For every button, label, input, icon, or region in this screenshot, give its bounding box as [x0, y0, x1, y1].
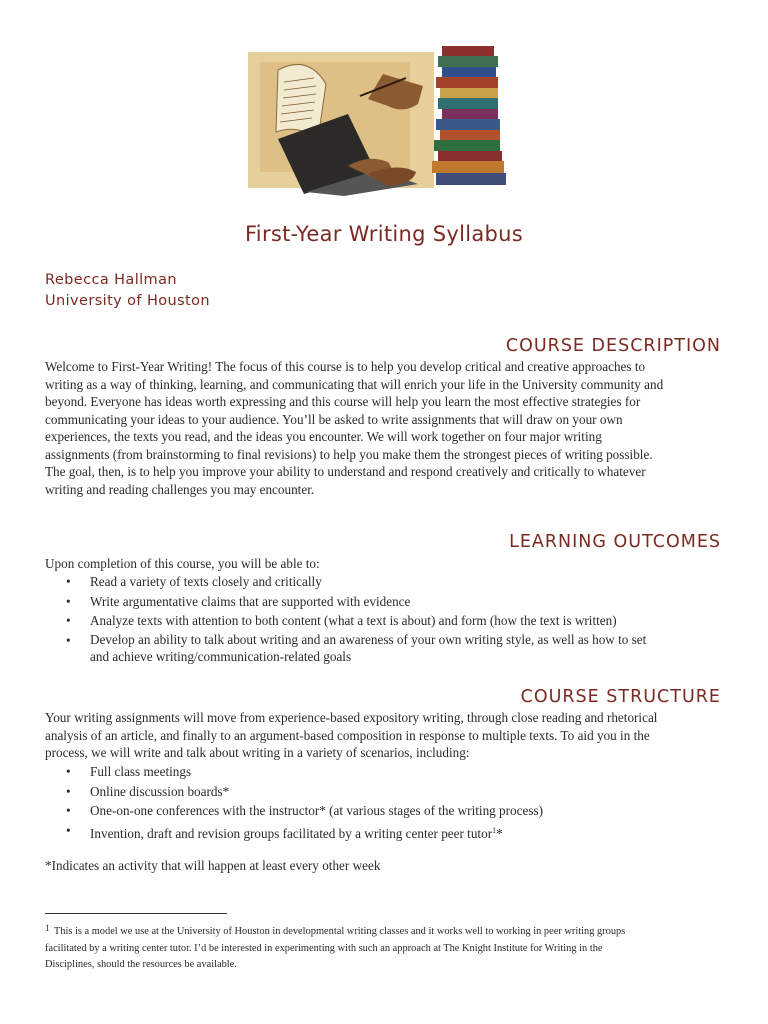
footnote-divider [45, 913, 227, 914]
text-line: assignments (from brainstorming to final revisions) to help you make them the strongest pieces of writing possible. [45, 446, 653, 462]
bullet-icon: • [66, 783, 71, 799]
bullet-icon: • [66, 803, 71, 818]
list-item: • Full class meetings [66, 762, 716, 782]
list-item: • Analyze texts with attention to both content (what a text is about) and form (how the text is written) [66, 611, 716, 631]
course-structure-list [66, 762, 716, 843]
course-structure-paragraph [45, 709, 723, 762]
header-illustration [248, 44, 520, 196]
learning-outcomes-list [66, 572, 716, 665]
footnote-line: $^1$ This is a model we use at the University of Houston in developmental writing classes and it works well to working in peer writing groups [45, 923, 626, 937]
text-line: communicating your ideas to your audience. You’ll be asked to write assignments that will draw on your own [45, 411, 623, 427]
text-line: beyond. Everyone has ideas worth expressing and this course will help you learn the most effective strategies for [45, 394, 641, 409]
list-item: • Read a variety of texts closely and critically [66, 572, 716, 592]
text-line: writing and reading challenges you may encounter. [45, 481, 315, 497]
author-institution: University of Houston [45, 293, 211, 309]
footnote [45, 920, 725, 974]
bullet-icon: • [66, 574, 71, 589]
author-block [45, 270, 210, 312]
list-item: • Develop an ability to talk about writing and an awareness of your own writing style, as well as how to set and achieve writing/communication-related goals [66, 631, 647, 664]
asterisk-note: *Indicates an activity that will happen at least every other week [45, 858, 381, 873]
course-description-paragraph [45, 358, 723, 498]
list-item: • Write argumentative claims that are supported with evidence [66, 592, 716, 612]
book-stack [432, 46, 506, 185]
author-name: Rebecca Hallman [45, 272, 177, 288]
section-heading-learning-outcomes: LEARNING OUTCOMES [509, 532, 721, 552]
section-heading-course-structure: COURSE STRUCTURE [520, 687, 721, 707]
list-item: • Online discussion boards* [66, 782, 716, 802]
text-line: process, we will write and talk about writing in a variety of scenarios, including: [45, 745, 470, 760]
bullet-icon: • [66, 613, 71, 628]
footnote-marker: 1 [45, 923, 50, 933]
text-line: writing as a way of thinking, learning, and communicating that will enrich your life in the University community and [45, 376, 664, 392]
bullet-icon: • [66, 593, 71, 609]
footnote-reference[interactable]: 1 [492, 825, 497, 835]
section-heading-course-description: COURSE DESCRIPTION [505, 336, 721, 356]
text-line: analysis of an article, and finally to an argument-based composition in response to multiple texts. To aid you in the [45, 727, 650, 743]
list-item: • Invention, draft and revision groups facilitated by a writing center peer tutor$^1$* [66, 822, 503, 841]
footnote-line: facilitated by a writing center tutor. I’d be interested in experimenting with such an approach at The Knight Institute for Writing in the [45, 942, 603, 954]
page-title: First-Year Writing Syllabus [244, 222, 524, 246]
learning-outcomes-intro: Upon completion of this course, you will be able to: [45, 556, 320, 571]
footnote-line: Disciplines, should the resources be available. [45, 959, 237, 970]
list-item: • One-on-one conferences with the instructor* (at various stages of the writing process) [66, 801, 716, 821]
text-line: experiences, the texts you read, and the ideas you encounter. We will work together on four major writing [45, 429, 602, 444]
bullet-icon: • [66, 764, 71, 779]
text-line: Welcome to First-Year Writing! The focus of this course is to help you develop critical and creative approaches to [45, 359, 646, 374]
bullet-icon: • [66, 822, 71, 838]
text-line: The goal, then, is to help you improve your ability to understand and respond creatively and critically to whatever [45, 464, 646, 479]
bullet-icon: • [66, 632, 71, 648]
text-line: Your writing assignments will move from experience-based expository writing, through close reading and rhetorical [45, 710, 658, 725]
